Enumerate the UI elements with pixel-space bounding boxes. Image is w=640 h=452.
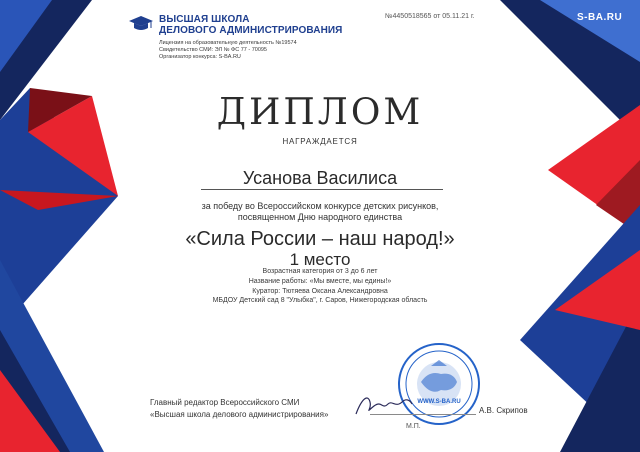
organization-name-line1: ВЫСШАЯ ШКОЛА	[159, 14, 250, 25]
organizer-text: Организатор конкурса: S-BA.RU	[159, 54, 241, 60]
organization-name-line2: ДЕЛОВОГО АДМИНИСТРИРОВАНИЯ	[159, 25, 343, 36]
seal-text: WWW.S-BA.RU	[417, 399, 461, 405]
organization-name	[159, 14, 342, 36]
institution: МБДОУ Детский сад 8 "Улыбка", г. Саров, Нижегородская область	[212, 297, 428, 304]
site-name: S-BA.RU	[577, 12, 623, 23]
diploma-title: ДИПЛОМ	[216, 92, 424, 133]
media-registration-text: Свидетельство СМИ: ЭЛ № ФС 77 - 70095	[159, 47, 267, 53]
awarded-label: НАГРАЖДАЕТСЯ	[282, 137, 358, 146]
recipient-underline	[201, 189, 443, 190]
recipient-name: Усанова Василиса	[242, 168, 398, 188]
contest-title: «Сила России – наш народ!»	[185, 228, 455, 250]
place-award: 1 место	[289, 250, 351, 269]
signature-icon	[352, 388, 416, 420]
graduation-cap-icon	[128, 15, 154, 33]
organization-details	[159, 40, 297, 61]
stamp-place-mark: М.П.	[406, 423, 421, 430]
signer-name: А.В. Скрипов	[479, 406, 528, 415]
editor-line-1: Главный редактор Всероссийского СМИ	[150, 398, 300, 407]
age-category: Возрастная категория от 3 до 6 лет	[262, 268, 378, 275]
certificate-number: №4450518565 от 05.11.21 г.	[385, 13, 475, 20]
reason-line-2: посвященном Дню народного единства	[237, 212, 403, 222]
editor-line-2: «Высшая школа делового администрирования»	[150, 410, 329, 419]
editor-caption	[150, 397, 328, 421]
work-title: Название работы: «Мы вместе, мы едины!»	[248, 278, 392, 285]
license-text: Лицензия на образовательную деятельность №19574	[159, 40, 297, 46]
reason-line-1: за победу во Всероссийском конкурсе детских рисунков,	[201, 201, 439, 211]
curator: Куратор: Тютяева Оксана Александровна	[252, 288, 388, 295]
